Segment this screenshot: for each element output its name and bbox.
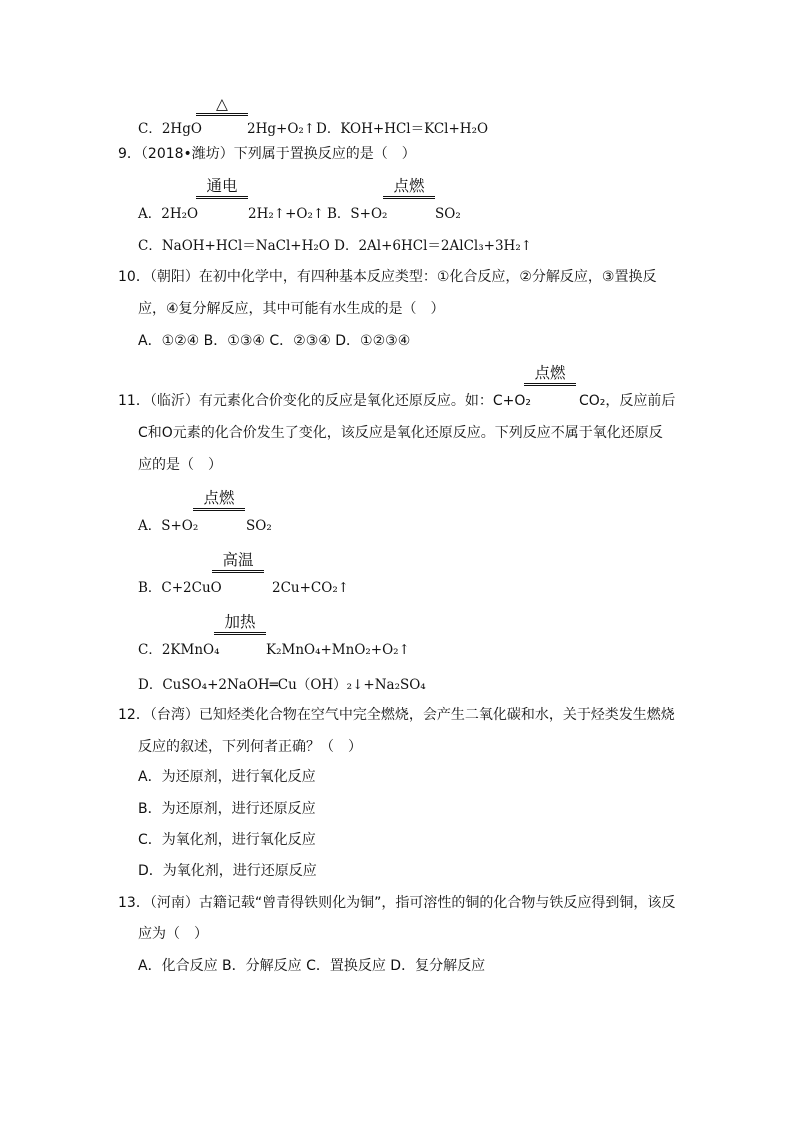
q9-options-cd: C．NaOH+HCl＝NaCl+H₂O D．2Al+6HCl＝2AlCl₃+3H₂↑ xyxy=(138,238,533,254)
q8-option-c-left: C．2HgO xyxy=(138,121,202,137)
reaction-condition-bar xyxy=(383,196,435,199)
reaction-condition-bar xyxy=(524,383,576,386)
q11-stem-line1-left: 11．（临沂）有元素化合价变化的反应是氧化还原反应。如：C+O₂ xyxy=(118,393,531,409)
q11-option-b-left: B．C+2CuO xyxy=(138,580,222,596)
q10-options: A．①②④ B．①③④ C．②③④ D．①②③④ xyxy=(138,333,411,349)
q9-b-condition: 点燃 xyxy=(393,177,425,195)
q11-option-c-right: K₂MnO₄+MnO₂+O₂↑ xyxy=(266,642,410,658)
q10-stem-line2: 应，④复分解反应，其中可能有水生成的是（ ） xyxy=(138,301,445,317)
q13-options: A．化合反应 B．分解反应 C．置换反应 D．复分解反应 xyxy=(138,958,486,974)
q8-option-c-right: 2Hg+O₂↑ xyxy=(247,121,316,137)
q11-stem-line3: 应的是（ ） xyxy=(138,457,222,473)
reaction-condition-bar xyxy=(196,196,248,199)
q9-option-a-left: A．2H₂O xyxy=(138,206,199,222)
q12-stem-line2: 反应的叙述，下列何者正确？（ ） xyxy=(138,739,362,755)
q11-a-condition: 点燃 xyxy=(203,489,235,507)
q12-option-a: A．为还原剂，进行氧化反应 xyxy=(138,769,316,785)
q12-stem-line1: 12．（台湾）已知烃类化合物在空气中完全燃烧，会产生二氧化碳和水，关于烃类发生燃烧 xyxy=(118,707,675,723)
q11-option-c-left: C．2KMnO₄ xyxy=(138,642,220,658)
q9-a-condition: 通电 xyxy=(206,177,238,195)
q11-option-a-left: A．S+O₂ xyxy=(138,518,199,534)
q11-option-a-right: SO₂ xyxy=(246,518,272,534)
q9-option-a-right: 2H₂↑+O₂↑ xyxy=(248,206,325,222)
q8-option-d: D．KOH+HCl＝KCl+H₂O xyxy=(316,121,489,137)
q11-c-condition: 加热 xyxy=(224,613,256,631)
q12-option-b: B．为还原剂，进行还原反应 xyxy=(138,801,316,817)
reaction-condition-bar xyxy=(214,632,266,635)
q11-stem-line1-right: CO₂，反应前后 xyxy=(579,393,676,409)
reaction-condition-bar xyxy=(212,570,264,573)
q13-stem-line2: 应为（ ） xyxy=(138,926,208,942)
q9-stem: 9．（2018•潍坊）下列属于置换反应的是（ ） xyxy=(118,146,416,162)
q12-option-d: D．为氧化剂，进行还原反应 xyxy=(138,863,317,879)
reaction-condition-bar xyxy=(196,113,248,116)
q9-option-b-left: B．S+O₂ xyxy=(327,206,388,222)
q11-stem-line2: C和O元素的化合价发生了变化，该反应是氧化还原反应。下列反应不属于氧化还原反 xyxy=(138,425,663,441)
q9-option-b-right: SO₂ xyxy=(435,206,461,222)
q11-option-d: D．CuSO₄+2NaOH═Cu（OH）₂↓+Na₂SO₄ xyxy=(138,677,426,693)
q10-stem-line1: 10．（朝阳）在初中化学中，有四种基本反应类型：①化合反应，②分解反应，③置换反 xyxy=(118,269,657,285)
condition-heat-symbol: △ xyxy=(216,95,228,113)
q11-option-b-right: 2Cu+CO₂↑ xyxy=(272,580,350,596)
reaction-condition-bar xyxy=(193,508,245,511)
q11-b-condition: 高温 xyxy=(222,551,254,569)
q12-option-c: C．为氧化剂，进行氧化反应 xyxy=(138,832,316,848)
q11-stem-condition: 点燃 xyxy=(534,364,566,382)
q13-stem-line1: 13．（河南）古籍记载“曾青得铁则化为铜”，指可溶性的铜的化合物与铁反应得到铜，该反 xyxy=(118,895,676,911)
